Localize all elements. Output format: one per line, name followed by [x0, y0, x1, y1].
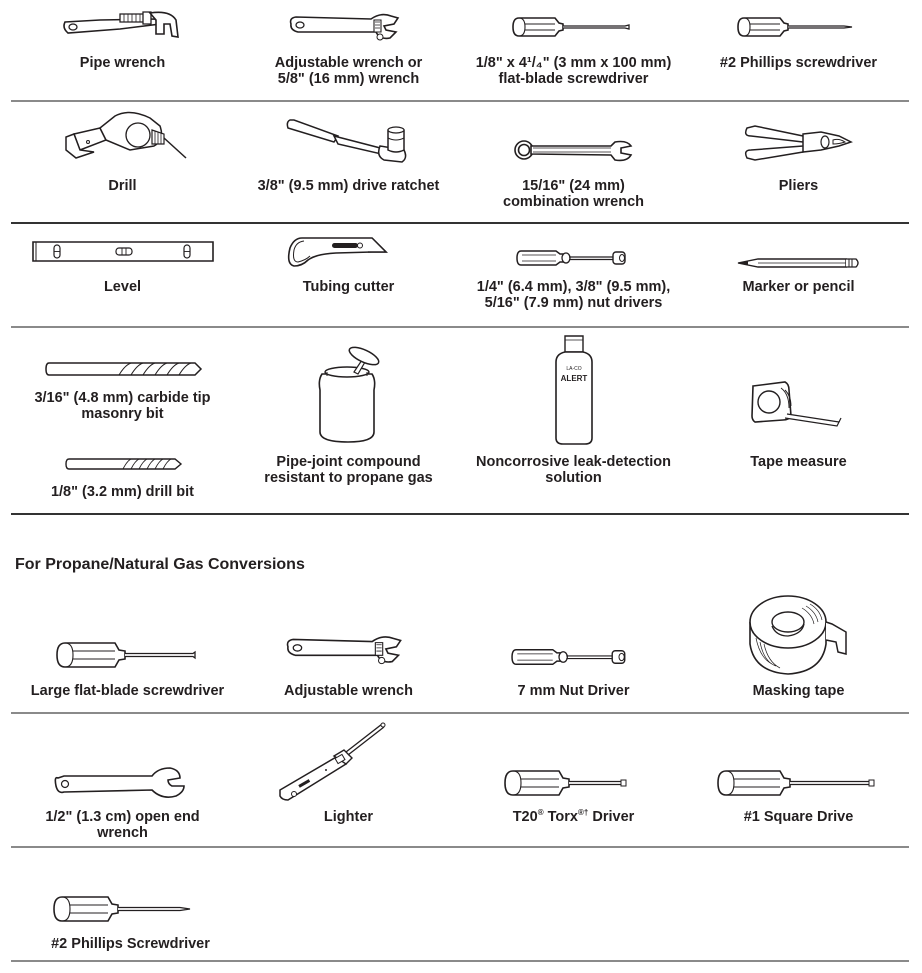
row-divider	[11, 326, 909, 328]
phillips-screwdriver-icon	[52, 894, 197, 924]
tool-label: Adjustable wrench	[284, 683, 413, 699]
row-divider	[11, 960, 909, 962]
tool-label: Pipe wrench	[79, 55, 166, 71]
tool-label: Drill	[108, 178, 137, 194]
tool-label: 3/16" (4.8 mm) carbide tip masonry bit	[34, 390, 211, 422]
tool-label: T20® Torx®† Driver	[512, 808, 635, 825]
tool-label: 3/8" (9.5 mm) drive ratchet	[257, 178, 440, 194]
tool-label: Pipe-joint compound resistant to propane gas	[264, 454, 433, 486]
tool-label: Noncorrosive leak-detection solution	[476, 454, 671, 486]
tool-label: Marker or pencil	[742, 279, 855, 295]
tool-label: #2 Phillips Screwdriver	[51, 936, 210, 952]
tape-measure-icon	[751, 380, 846, 428]
square-drive-icon	[716, 768, 881, 798]
drill-icon	[60, 106, 190, 166]
tool-label: #1 Square Drive	[743, 809, 854, 825]
tool-label: Pliers	[778, 178, 819, 194]
tool-label: 1/2" (1.3 cm) open end wrench	[45, 809, 200, 841]
row-divider	[11, 712, 909, 714]
tool-label: 7 mm Nut Driver	[517, 683, 630, 699]
tool-label: Masking tape	[752, 683, 845, 699]
tool-label: Tape measure	[750, 454, 847, 470]
pipe-wrench-icon	[60, 10, 185, 45]
pliers-icon	[741, 122, 856, 164]
bottle-brand-text: LA-CO	[566, 366, 582, 372]
masking-tape-icon	[746, 592, 851, 678]
open-end-wrench-icon	[52, 766, 192, 802]
nut-driver-icon	[511, 646, 631, 668]
drill-bit-icon	[65, 458, 185, 470]
tool-label: 1/8" x 4¹/₄" (3 mm x 100 mm) flat-blade screwdriver	[475, 55, 672, 87]
section-divider	[11, 513, 909, 515]
tool-label: 1/8" (3.2 mm) drill bit	[50, 484, 195, 500]
pencil-icon	[736, 256, 861, 270]
section-heading: For Propane/Natural Gas Conversions	[15, 556, 305, 573]
tool-label: Tubing cutter	[302, 279, 395, 295]
tool-label: Lighter	[323, 809, 374, 825]
torx-driver-icon	[503, 768, 633, 798]
tool-label: 15/16" (24 mm) combination wrench	[503, 178, 644, 210]
tool-label: Level	[103, 279, 142, 295]
level-icon	[32, 240, 214, 264]
bottle-alert-text: ALERT	[560, 374, 588, 383]
adjustable-wrench-icon	[286, 8, 411, 46]
masonry-bit-icon	[45, 361, 205, 377]
tubing-cutter-icon	[286, 234, 411, 268]
combination-wrench-icon	[511, 138, 636, 166]
tool-label: Large flat-blade screwdriver	[30, 683, 225, 699]
row-divider	[11, 100, 909, 102]
tool-label: Adjustable wrench or 5/8" (16 mm) wrench	[274, 55, 423, 87]
flat-blade-screwdriver-icon	[511, 15, 636, 40]
row-divider	[11, 222, 909, 224]
drive-ratchet-icon	[284, 116, 414, 164]
leak-detection-bottle-icon	[553, 334, 595, 446]
pipe-joint-compound-icon	[314, 346, 384, 446]
tool-label: 1/4" (6.4 mm), 3/8" (9.5 mm), 5/16" (7.9 mm) nut drivers	[476, 279, 671, 311]
row-divider	[11, 846, 909, 848]
large-flat-blade-screwdriver-icon	[55, 640, 200, 670]
nut-driver-icon	[516, 248, 631, 268]
tool-label: #2 Phillips screwdriver	[719, 55, 878, 71]
lighter-icon	[278, 720, 388, 804]
adjustable-wrench-icon	[281, 630, 416, 670]
phillips-screwdriver-icon	[736, 15, 861, 40]
